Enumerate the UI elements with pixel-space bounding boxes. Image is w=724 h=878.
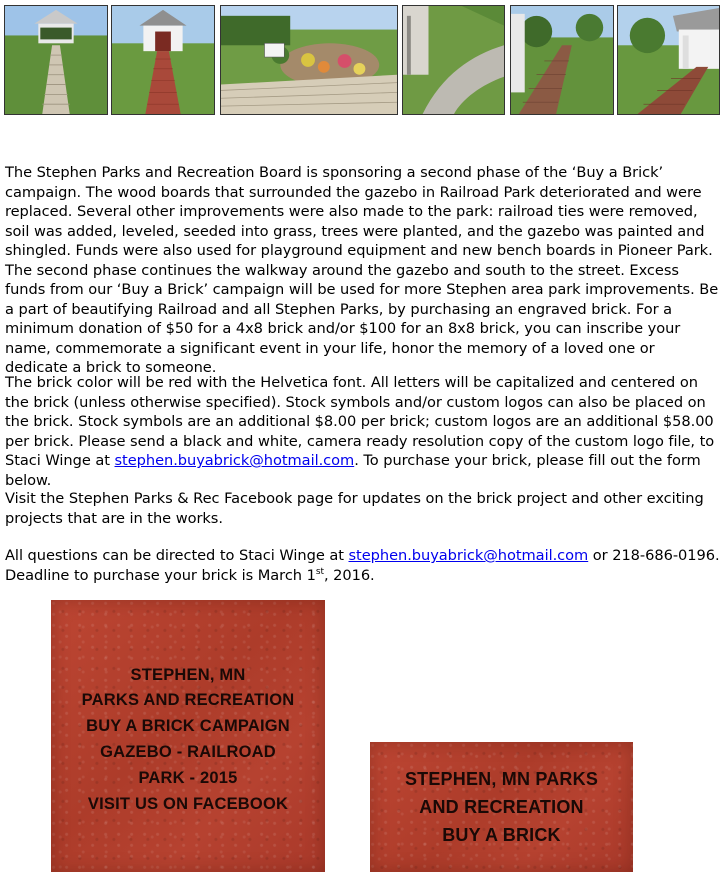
flower-bed-boardwalk-photo (220, 5, 398, 115)
brick-details-text: The brick color will be red with the Helvetica font. All letters will be capitalized and centered on the brick (unless otherwise specified). Stock symbols and/or custom logos can also be placed on the brick. Stock symbols are an additional $8.00 per brick; custom logos are an additional $58.00 per brick. Please send a black and white, camera ready resolution copy of the custom logo file, to Staci Winge at (5, 374, 715, 469)
sample-brick-8x8 (51, 600, 325, 872)
gazebo-boardwalk-photo (4, 5, 108, 115)
facebook-paragraph: Visit the Stephen Parks & Rec Facebook page for updates on the brick project and other exciting projects that are in the works. (5, 490, 704, 527)
email-link[interactable]: stephen.buyabrick@hotmail.com (114, 452, 355, 469)
contact-email-link[interactable]: stephen.buyabrick@hotmail.com (348, 547, 589, 564)
brick-engraving-line: STEPHEN, MN (130, 665, 246, 684)
brick-details-paragraph (5, 373, 721, 490)
brick-engraving-line: VISIT US ON FACEBOOK (87, 794, 289, 813)
deadline-text: Deadline to purchase your brick is March 1 (5, 566, 316, 584)
brick-engraving-line: PARK - 2015 (138, 768, 238, 787)
contact-paragraph (5, 546, 721, 585)
intro-paragraph: The Stephen Parks and Recreation Board is sponsoring a second phase of the ‘Buy a Brick’ campaign. The wood boards that surrounded the gazebo in Railroad Park deteriorated and were replaced. Several other improvements were also made to the park: railroad ties were removed, soil was added, leveled, seeded into grass, trees were planted, and the gazebo was painted and shingled. Funds were also used for playground equipment and new bench boards in Pioneer Park. The second phase continues the walkway around the gazebo and south to the street. Excess funds from our ‘Buy a Brick’ campaign will be used for more Stephen area park improvements. Be a part of beautifying Railroad and all Stephen Parks, by purchasing an engraved brick. For a minimum donation of $50 for a 4x8 brick and/or $100 for an 8x8 brick, you can inscribe your name, commemorate a significant event in your life, honor the memory of a loved one or dedicate a brick to someone. (5, 164, 719, 376)
contact-phone-text: or 218-686-0196. (588, 547, 720, 564)
brick-engraving-line: BUY A BRICK (442, 825, 561, 845)
brick-engraving-line: BUY A BRICK CAMPAIGN (86, 717, 290, 736)
concrete-walkway-photo (402, 5, 505, 115)
gazebo-brick-path-photo (617, 5, 720, 115)
deadline-year: , 2016. (323, 566, 375, 584)
gazebo-brick-walkway-photo (111, 5, 215, 115)
brick-engraving-line: STEPHEN, MN PARKS (404, 769, 599, 789)
sample-brick-4x8 (370, 742, 633, 872)
brick-engraving-line: AND RECREATION (419, 797, 584, 817)
deadline-ordinal: st (315, 566, 324, 577)
photo-strip (0, 0, 724, 120)
brick-path-photo (510, 5, 614, 115)
purchase-instructions-text: . To purchase your brick, please fill out the form below. (5, 452, 701, 489)
brick-engraving-line: PARKS AND RECREATION (81, 691, 295, 710)
contact-text: All questions can be directed to Staci Winge at (5, 547, 349, 564)
brick-engraving-line: GAZEBO - RAILROAD (100, 743, 276, 761)
